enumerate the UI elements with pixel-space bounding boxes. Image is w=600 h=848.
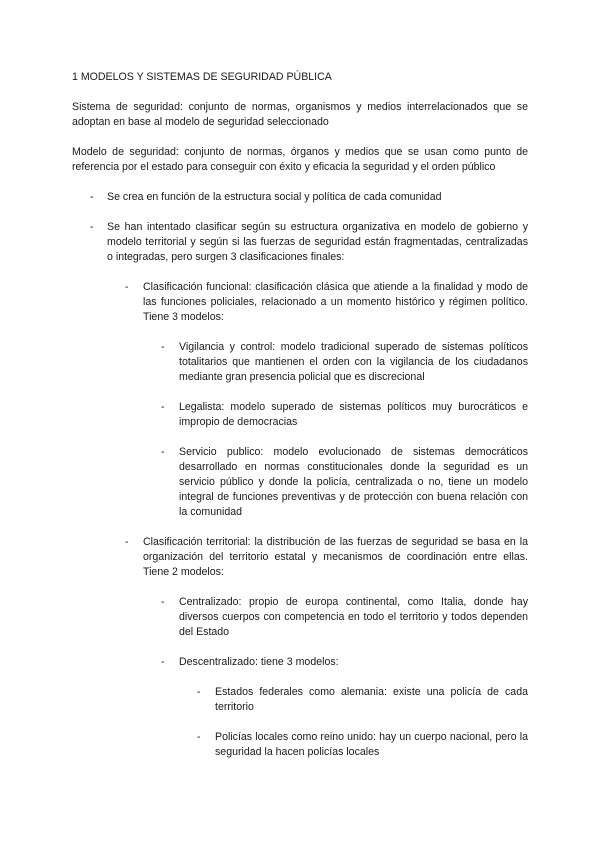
bullet-dash: - (90, 191, 94, 203)
bullet-dash: - (161, 656, 165, 668)
list-item-text: Policías locales como reino unido: hay un cuerpo nacional, pero la seguridad la hacen policías locales (215, 731, 528, 758)
bullet-dash: - (161, 401, 165, 413)
list-item (72, 220, 528, 760)
list-item-text: Clasificación territorial: la distribución de las fuerzas de seguridad se basa en la organización del territorio estatal y mecanismos de coordinación entre ellas. Tiene 2 modelos: (143, 536, 528, 578)
list-item-text: Vigilancia y control: modelo tradicional superado de sistemas políticos totalitarios que mantienen el orden con la vigilancia de los ciudadanos mediante gran presencia policial que es discrecional (179, 341, 528, 383)
list-item (179, 730, 528, 760)
bullet-dash: - (161, 596, 165, 608)
classification-list (107, 280, 528, 760)
list-item-text: Se han intentado clasificar según su estructura organizativa en modelo de gobierno y modelo territorial y según si las fuerzas de seguridad están fragmentadas, centralizadas o integradas, pero surgen 3 clasificaciones finales: (107, 221, 528, 263)
definition-sistema: Sistema de seguridad: conjunto de normas, organismos y medios interrelacionados que se adoptan en base al modelo de seguridad seleccionado (72, 101, 528, 128)
list-item-text: Descentralizado: tiene 3 modelos: (179, 656, 339, 668)
list-item-text: Estados federales como alemania: existe una policía de cada territorio (215, 686, 528, 713)
list-item (143, 445, 528, 520)
bullet-dash: - (161, 341, 165, 353)
list-item (72, 190, 528, 205)
bullet-dash: - (125, 536, 129, 548)
bullet-dash: - (197, 731, 201, 743)
bullet-dash: - (90, 221, 94, 233)
bullet-dash: - (125, 281, 129, 293)
list-item-text: Clasificación funcional: clasificación clásica que atiende a la finalidad y modo de las funciones policiales, relacionado a un momento histórico y régimen político. Tiene 3 modelos: (143, 281, 528, 323)
list-item-text: Centralizado: propio de europa continental, como Italia, donde hay diversos cuerpos con competencia en todo el territorio y todos dependen del Estado (179, 596, 528, 638)
bullet-dash: - (197, 686, 201, 698)
list-item (143, 595, 528, 640)
list-item (143, 655, 528, 760)
list-item (179, 685, 528, 715)
list-item-text: Legalista: modelo superado de sistemas políticos muy burocráticos e impropio de democracias (179, 401, 528, 428)
list-item (143, 340, 528, 385)
bullet-dash: - (161, 446, 165, 458)
decentralized-models-list (179, 685, 528, 760)
list-item (143, 400, 528, 430)
functional-models-list (143, 340, 528, 520)
list-item-text: Servicio publico: modelo evolucionado de sistemas democráticos desarrollado en normas constitucionales donde la seguridad es un servicio público y donde la policía, centralizada o no, tiene un modelo integral de funciones preventivas y de protección con buena relación con la comunidad (179, 446, 528, 518)
definition-modelo: Modelo de seguridad: conjunto de normas, órganos y medios que se usan como punto de referencia por el estado para conseguir con éxito y eficacia la seguridad y el orden público (72, 146, 528, 173)
list-item (107, 535, 528, 760)
list-item-text: Se crea en función de la estructura social y política de cada comunidad (107, 191, 442, 203)
list-item (107, 280, 528, 520)
territorial-models-list (143, 595, 528, 760)
main-bullet-list (72, 190, 528, 760)
document-body (72, 70, 528, 775)
document-title: 1 MODELOS Y SISTEMAS DE SEGURIDAD PÚBLICA (72, 71, 332, 83)
